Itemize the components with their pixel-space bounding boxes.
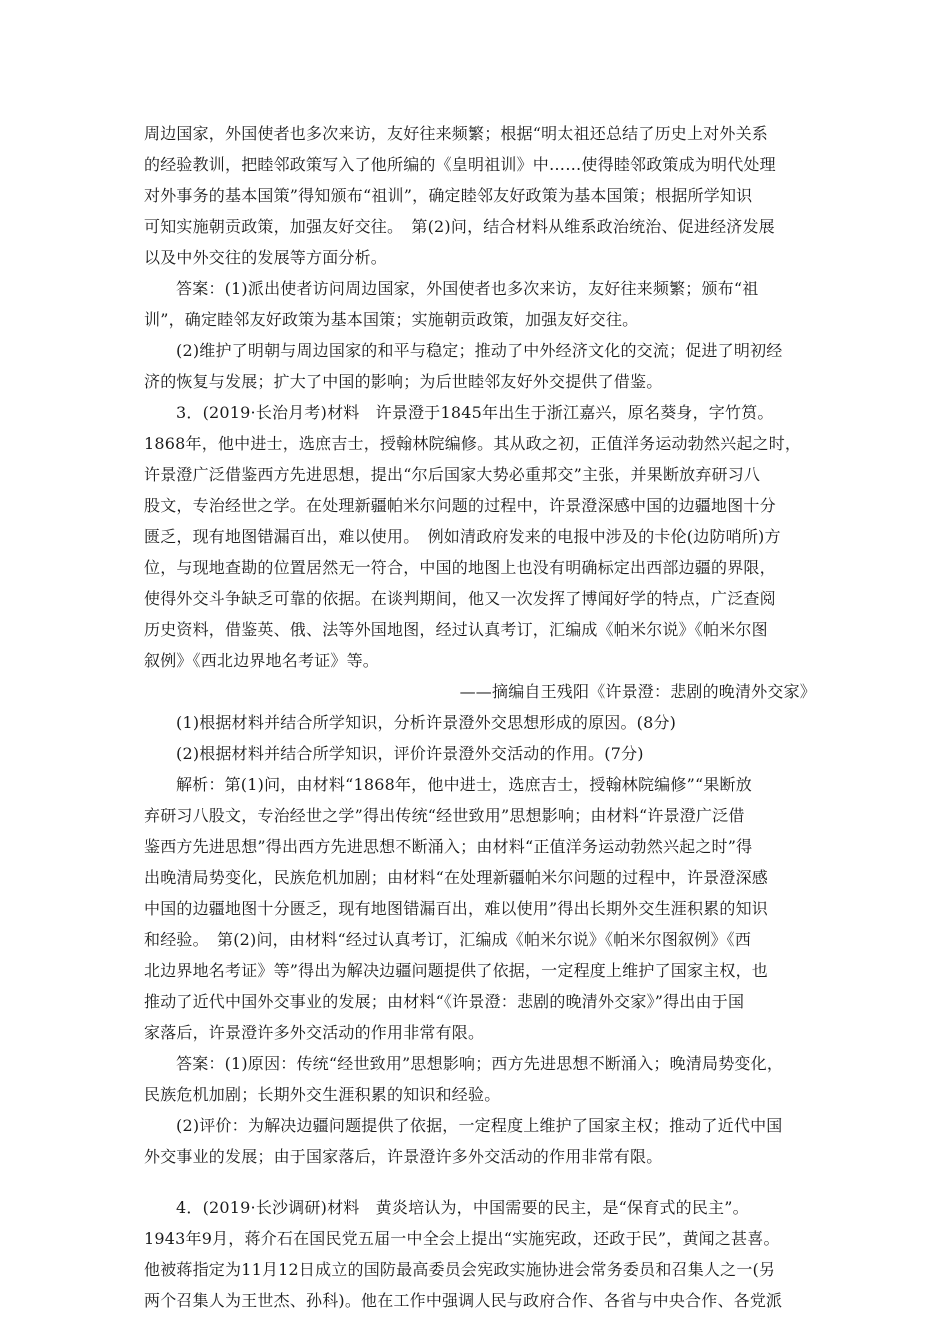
question-3-line: 叙例》《西北边界地名考证》等。: [144, 651, 380, 670]
answer-line: 外交事业的发展；由于国家落后，许景澄许多外交活动的作用非常有限。: [144, 1147, 663, 1166]
text-line: 的经验教训，把睦邻政策写入了他所编的《皇明祖训》中……使得睦邻政策成为明代处理: [144, 155, 776, 174]
question-3-line: 3．(2019·长治月考)材料 许景澄于1845年出生于浙江嘉兴，原名葵身，字竹筼。: [176, 403, 774, 422]
analysis-line: 中国的边疆地图十分匮乏，现有地图错漏百出，难以使用”得出长期外交生涯积累的知识: [144, 899, 768, 918]
analysis-line: 北边界地名考证》等”得出为解决边疆问题提供了依据，一定程度上维护了国家主权，也: [144, 961, 768, 980]
analysis-line: 家落后，许景澄许多外交活动的作用非常有限。: [144, 1023, 485, 1042]
answer-line: (2)评价：为解决边疆问题提供了依据，一定程度上维护了国家主权；推动了近代中国: [176, 1116, 783, 1135]
analysis-line: 弃研习八股文，专治经世之学”得出传统“经世致用”思想影响；由材料“许景澄广泛借: [144, 806, 745, 825]
answer-line: 济的恢复与发展；扩大了中国的影响；为后世睦邻友好外交提供了借鉴。: [144, 372, 663, 391]
text-line: 可知实施朝贡政策，加强友好交往。 第(2)问，结合材料从维系政治统治、促进经济发展: [144, 217, 775, 236]
question-3-line: 位，与现地查勘的位置居然无一符合，中国的地图上也没有明确标定出西部边疆的界限，: [144, 558, 776, 577]
question-4-line: 1943年9月，蒋介石在国民党五届一中全会上提出“实施宪政，还政于民”，黄闻之甚喜。: [144, 1229, 780, 1248]
question-4-line: 两个召集人为王世杰、孙科)。他在工作中强调人民与政府合作、各省与中央合作、各党派: [144, 1291, 783, 1310]
answer-line: 训”，确定睦邻友好政策为基本国策；实施朝贡政策，加强友好交往。: [144, 310, 639, 329]
question-3-line: 匮乏，现有地图错漏百出，难以使用。 例如清政府发来的电报中涉及的卡伦(边防哨所)方: [144, 527, 781, 546]
analysis-line: 和经验。 第(2)问，由材料“经过认真考订，汇编成《帕米尔说》《帕米尔图叙例》《西: [144, 930, 752, 949]
question-3-line: 使得外交斗争缺乏可靠的依据。在谈判期间，他又一次发挥了博闻好学的特点，广泛查阅: [144, 589, 776, 608]
sub-question: (1)根据材料并结合所学知识，分析许景澄外交思想形成的原因。(8分): [176, 713, 677, 732]
answer-line: 民族危机加剧；长期外交生涯积累的知识和经验。: [144, 1085, 501, 1104]
question-3-line: 股文，专治经世之学。在处理新疆帕米尔问题的过程中，许景澄深感中国的边疆地图十分: [144, 496, 776, 515]
question-3-line: 许景澄广泛借鉴西方先进思想，提出“尔后国家大势必重邦交”主张，并果断放弃研习八: [144, 465, 761, 484]
analysis-line: 推动了近代中国外交事业的发展；由材料“《许景澄：悲剧的晚清外交家》”得出由于国: [144, 992, 745, 1011]
source-citation: ——摘编自王残阳《许景澄：悲剧的晚清外交家》: [459, 682, 816, 701]
sub-question: (2)根据材料并结合所学知识，评价许景澄外交活动的作用。(7分): [176, 744, 644, 763]
answer-line: 答案：(1)原因：传统“经世致用”思想影响；西方先进思想不断涌入；晚清局势变化，: [176, 1054, 784, 1073]
text-line: 周边国家，外国使者也多次来访，友好往来频繁；根据“明太祖还总结了历史上对外关系: [144, 124, 768, 143]
text-line: 对外事务的基本国策”得知颁布“祖训”，确定睦邻友好政策为基本国策；根据所学知识: [144, 186, 753, 205]
analysis-line: 鉴西方先进思想”得出西方先进思想不断涌入；由材料“正值洋务运动勃然兴起之时”得: [144, 837, 753, 856]
answer-line: (2)维护了明朝与周边国家的和平与稳定；推动了中外经济文化的交流；促进了明初经: [176, 341, 783, 360]
analysis-line: 出晚清局势变化，民族危机加剧；由材料“在处理新疆帕米尔问题的过程中，许景澄深感: [144, 868, 768, 887]
question-3-line: 1868年，他中进士，选庶吉士，授翰林院编修。其从政之初，正值洋务运动勃然兴起之时，: [144, 434, 802, 453]
answer-line: 答案：(1)派出使者访问周边国家，外国使者也多次来访，友好往来频繁；颁布“祖: [176, 279, 759, 298]
text-line: 以及中外交往的发展等方面分析。: [144, 248, 388, 267]
question-4-line: 4．(2019·长沙调研)材料 黄炎培认为，中国需要的民主，是“保育式的民主”。: [176, 1198, 749, 1217]
analysis-line: 解析：第(1)问，由材料“1868年，他中进士，选庶吉士，授翰林院编修”“果断放: [176, 775, 752, 794]
question-3-line: 历史资料，借鉴英、俄、法等外国地图，经过认真考订，汇编成《帕米尔说》《帕米尔图: [144, 620, 768, 639]
question-4-line: 他被蒋指定为11月12日成立的国防最高委员会宪政实施协进会常务委员和召集人之一(另: [144, 1260, 776, 1279]
